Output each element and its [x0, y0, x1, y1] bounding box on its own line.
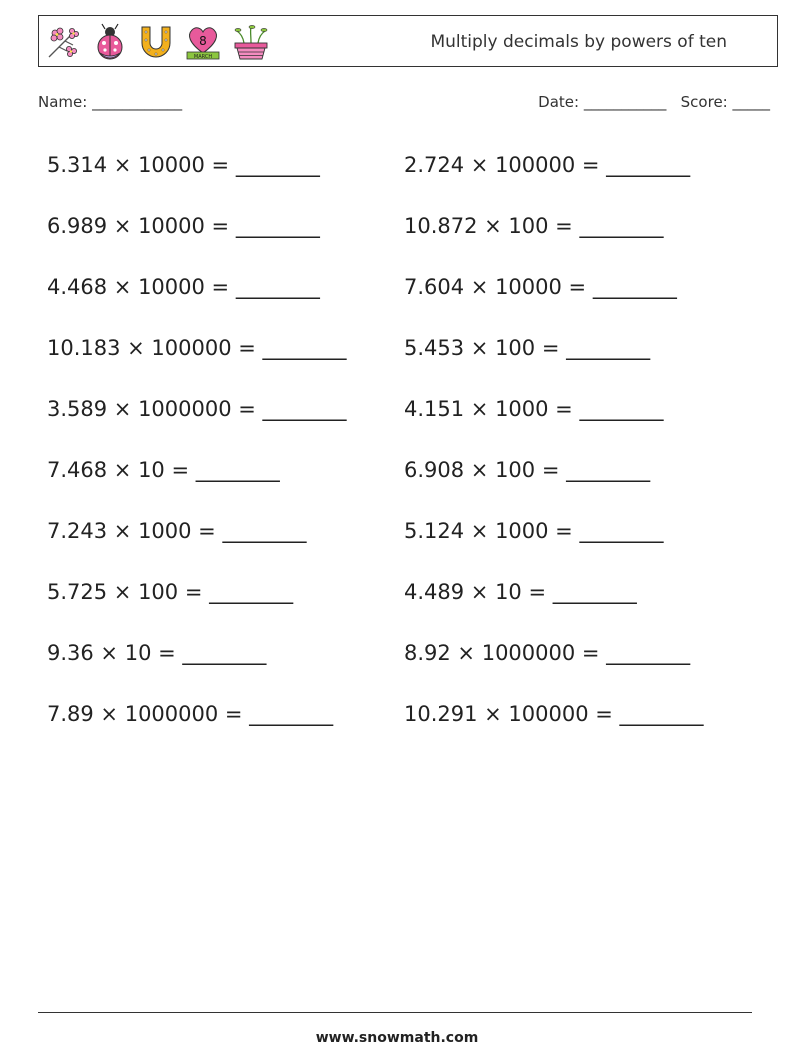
date-score-fields: [538, 93, 770, 111]
sprout-pot-icon: [231, 23, 271, 61]
problem-7: 10.183 × 100000 = ________: [47, 336, 347, 360]
score-field: Score: _____: [680, 93, 770, 111]
problem-15: 5.725 × 100 = ________: [47, 580, 294, 604]
problem-6: 7.604 × 10000 = ________: [404, 275, 677, 299]
problem-8: 5.453 × 100 = ________: [404, 336, 651, 360]
problem-9: 3.589 × 1000000 = ________: [47, 397, 347, 421]
ladybug-icon: [93, 23, 127, 61]
problem-20: 10.291 × 100000 = ________: [404, 702, 704, 726]
problem-14: 5.124 × 1000 = ________: [404, 519, 664, 543]
problem-13: 7.243 × 1000 = ________: [47, 519, 307, 543]
worksheet-header: [38, 15, 778, 67]
problem-17: 9.36 × 10 = ________: [47, 641, 267, 665]
problem-16: 4.489 × 10 = ________: [404, 580, 637, 604]
header-icons: [45, 22, 271, 62]
problem-1: 5.314 × 10000 = ________: [47, 153, 320, 177]
flower-branch-icon: [45, 23, 83, 61]
problem-4: 10.872 × 100 = ________: [404, 214, 664, 238]
problem-11: 7.468 × 10 = ________: [47, 458, 280, 482]
footer-divider: [38, 1012, 752, 1013]
problem-3: 6.989 × 10000 = ________: [47, 214, 320, 238]
footer-url: www.snowmath.com: [315, 1030, 479, 1046]
problem-12: 6.908 × 100 = ________: [404, 458, 651, 482]
date-field: Date: ___________: [538, 93, 667, 111]
march-day-number: 8: [199, 34, 207, 48]
problem-18: 8.92 × 1000000 = ________: [404, 641, 691, 665]
march-8-heart-icon: [185, 23, 221, 61]
worksheet-title: Multiply decimals by powers of ten: [430, 32, 727, 52]
march-label: MARCH: [193, 54, 213, 60]
problem-5: 4.468 × 10000 = ________: [47, 275, 320, 299]
horseshoe-icon: [137, 23, 175, 61]
name-field: Name: ____________: [38, 93, 183, 111]
problem-19: 7.89 × 1000000 = ________: [47, 702, 334, 726]
problem-10: 4.151 × 1000 = ________: [404, 397, 664, 421]
problem-2: 2.724 × 100000 = ________: [404, 153, 691, 177]
